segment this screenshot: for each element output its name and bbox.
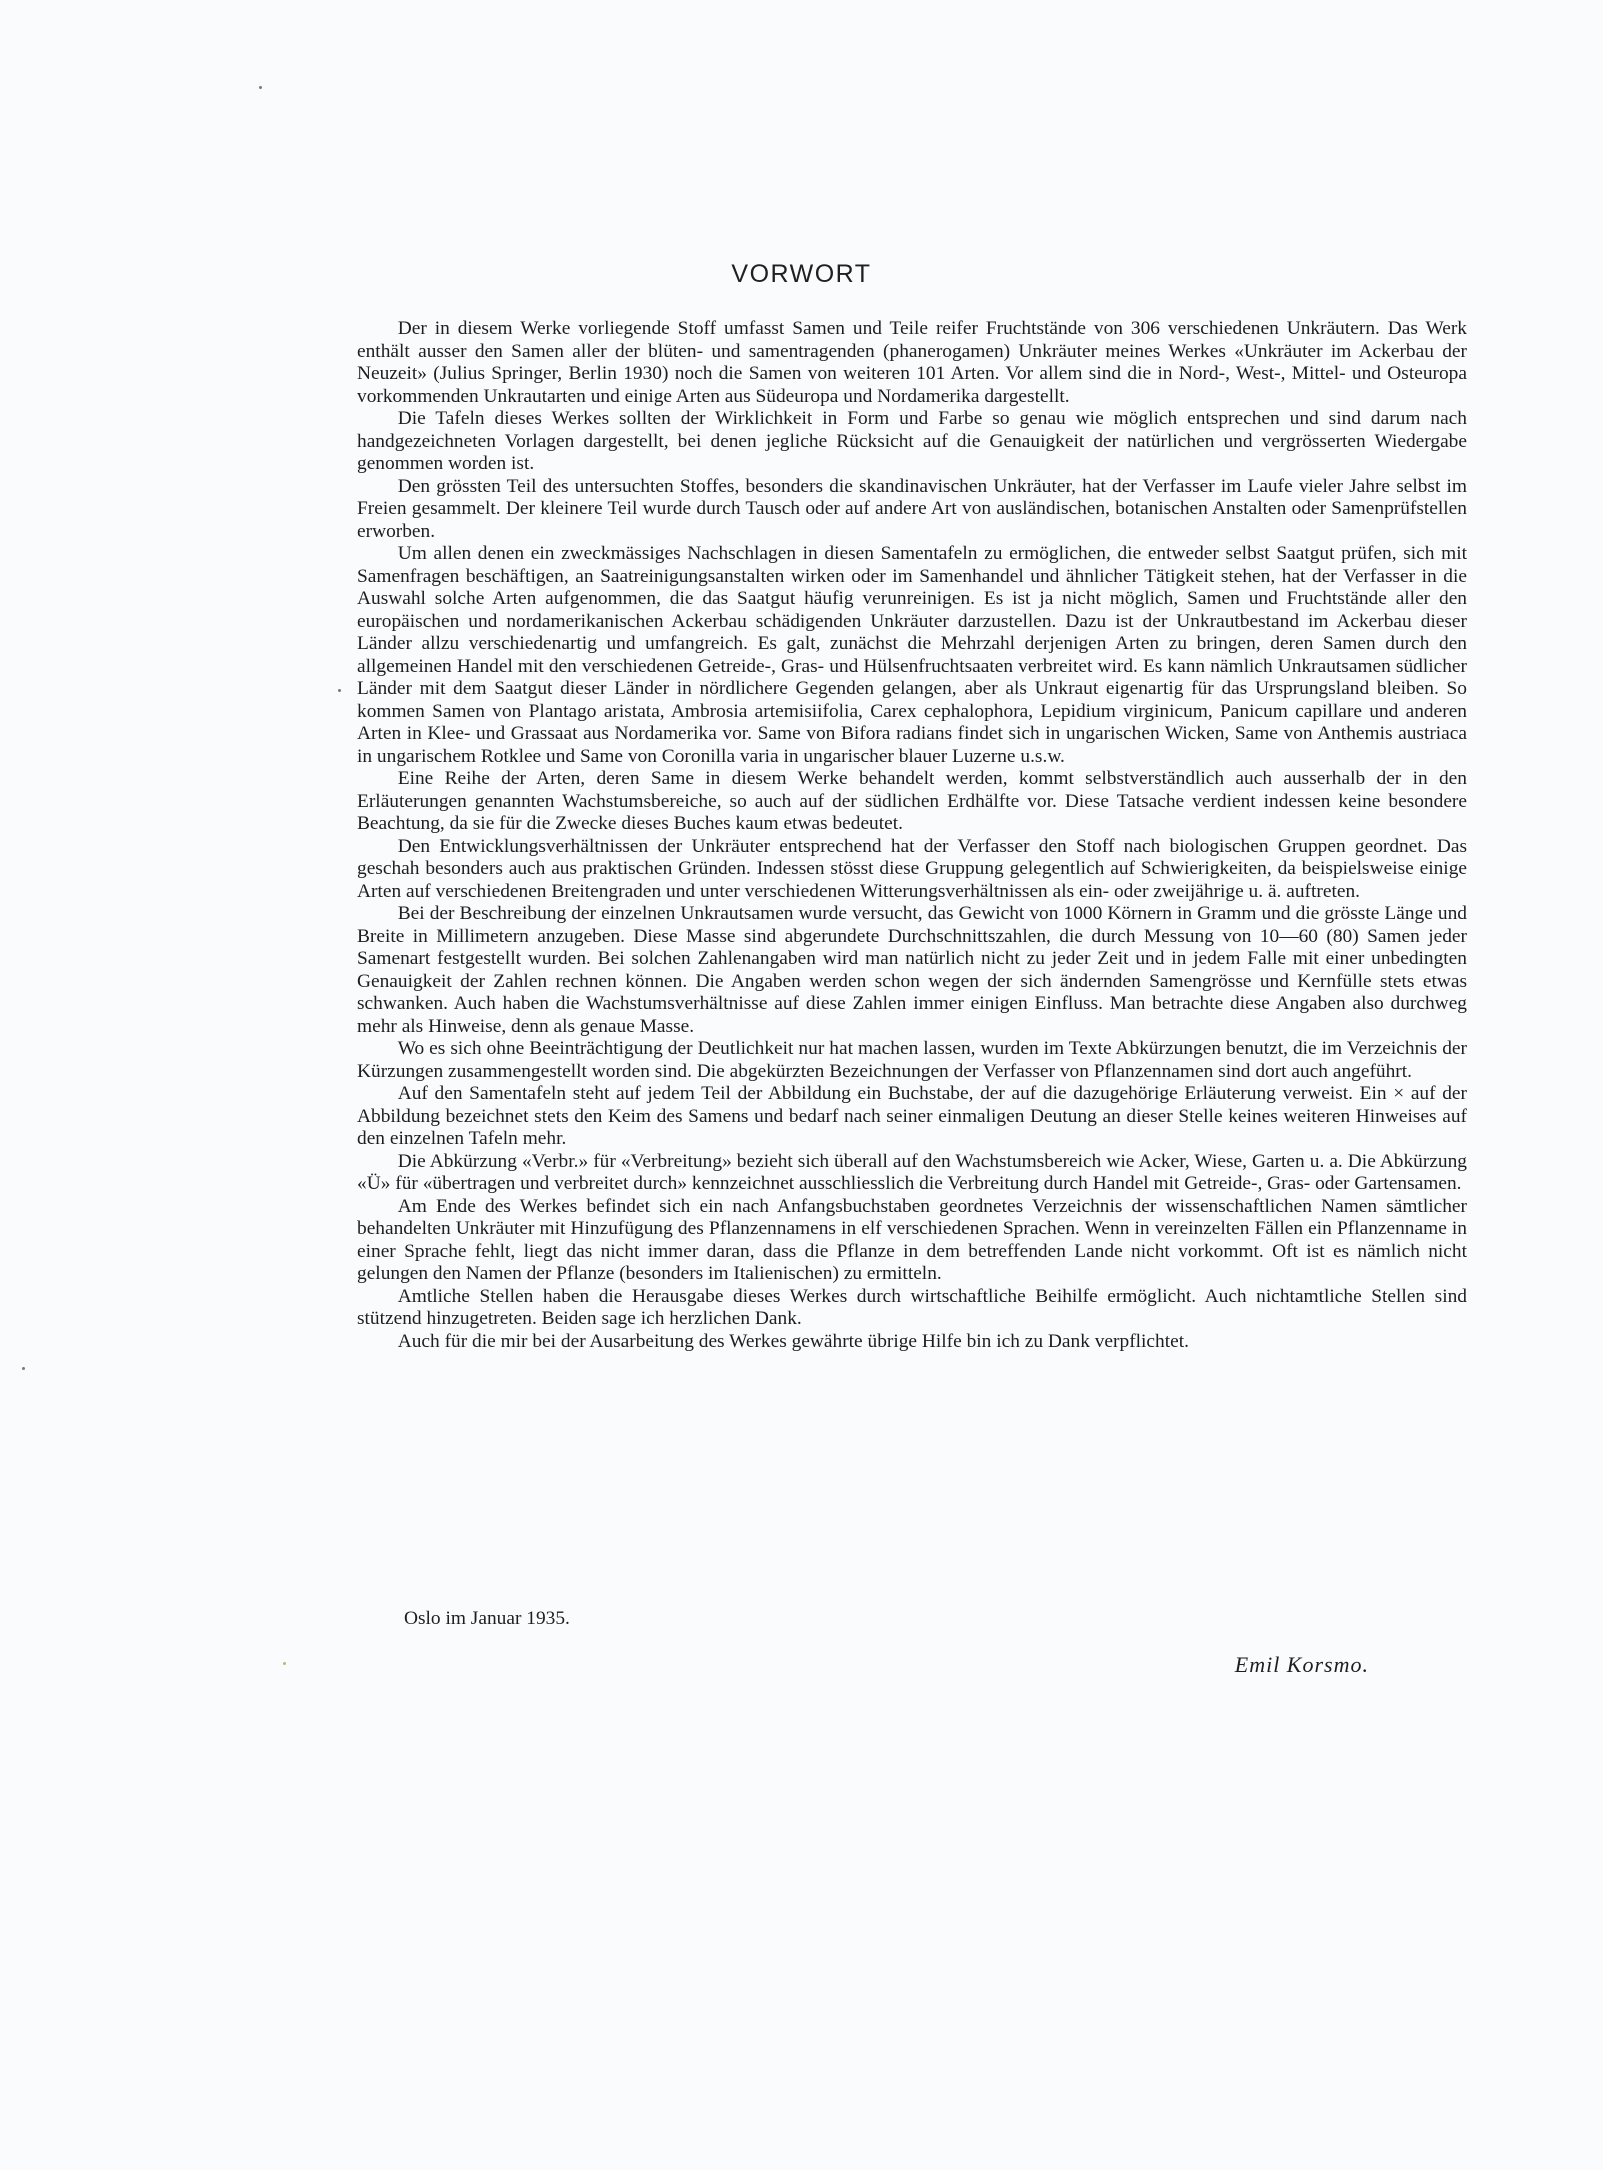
paragraph: Eine Reihe der Arten, deren Same in diesem Werke behandelt werden, kommt selbstverständlich auch ausserhalb der in den Erläuterungen genannten Wachstumsbereiche, so auch auf der südlichen Erdhälfte vor. Diese Tatsache verdient indessen keine besondere Beachtung, da sie für die Zwecke dieses Buches kaum etwas bedeutet. [357, 768, 1467, 834]
page-heading: VORWORT [731, 260, 872, 288]
paper-speck [259, 86, 262, 89]
paper-speck [283, 1662, 286, 1665]
paragraph: Bei der Beschreibung der einzelnen Unkrautsamen wurde versucht, das Gewicht von 1000 Körnern in Gramm und die grösste Länge und Breite in Millimetern anzugeben. Diese Masse sind abgerundete Durchschnittszahlen, die durch Messung von 10—60 (80) Samen jeder Samenart festgestellt wurden. Bei solchen Zahlenangaben wird man natürlich nicht zu jeder Zeit und in jedem Falle mit einer unbedingten Genauigkeit der Zahlen rechnen können. Die Angaben werden schon wegen der sich ändernden Samengrösse und Kernfülle stets etwas schwanken. Auch haben die Wachstumsverhältnisse auf diese Zahlen immer einigen Einfluss. Man betrachte diese Angaben also durchweg mehr als Hinweise, denn als genaue Masse. [357, 903, 1467, 1037]
paper-speck [22, 1367, 25, 1370]
paragraph: Wo es sich ohne Beeinträchtigung der Deutlichkeit nur hat machen lassen, wurden im Texte Abkürzungen benutzt, die im Verzeichnis der Kürzungen zusammengestellt worden sind. Die abgekürzten Bezeichnungen der Verfasser von Pflanzennamen sind dort auch angeführt. [357, 1038, 1467, 1082]
paragraph: Amtliche Stellen haben die Herausgabe dieses Werkes durch wirtschaftliche Beihilfe ermöglicht. Auch nichtamtliche Stellen sind stützend hinzugetreten. Beiden sage ich herzlichen Dank. [357, 1285, 1467, 1329]
paper-speck [338, 689, 341, 692]
paragraph: Die Abkürzung «Verbr.» für «Verbreitung» bezieht sich überall auf den Wachstumsbereich wie Acker, Wiese, Garten u. a. Die Abkürzung «Ü» für «übertragen und verbreitet durch» kennzeichnet ausschliesslich die Verbreitung durch Handel mit Getreide-, Gras- oder Gartensamen. [357, 1150, 1467, 1194]
paragraph: Um allen denen ein zweckmässiges Nachschlagen in diesen Samentafeln zu ermöglichen, die entweder selbst Saatgut prüfen, sich mit Samenfragen beschäftigen, an Saatreinigungsanstalten wirken oder im Samenhandel und ähnlicher Tätigkeit stehen, hat der Verfasser in die Auswahl solche Arten aufgenommen, die das Saatgut häufig verunreinigen. Es ist ja nicht möglich, Samen und Fruchtstände aller den europäischen und nordamerikanischen Ackerbau schädigenden Unkräuter darzustellen. Dazu ist der Unkrautbestand im Ackerbau dieser Länder allzu verschiedenartig und umfangreich. Es galt, zunächst die Mehrzahl derjenigen Arten zu bringen, deren Samen durch den allgemeinen Handel mit den verschiedenen Getreide-, Gras- und Hülsenfruchtsaaten verbreitet wird. Es kann nämlich Unkrautsamen südlicher Länder mit dem Saatgut dieser Länder in nördlichere Gegenden gelangen, aber als Unkraut eigenartig für das Ursprungsland bleiben. So kommen Samen von Plantago aristata, Ambrosia artemisiifolia, Carex cephalophora, Lepidium virginicum, Panicum capillare und anderen Arten in Klee- und Grassaat aus Nordamerika vor. Same von Bifora radians findet sich in ungarischen Wicken, Same von Anthemis austriaca in ungarischem Rotklee und Same von Coronilla varia in ungarischer blauer Luzerne u.s.w. [357, 543, 1467, 767]
author-signature: Emil Korsmo. [1234, 1652, 1369, 1677]
paragraph: Am Ende des Werkes befindet sich ein nach Anfangsbuchstaben geordnetes Verzeichnis der wissenschaftlichen Namen sämtlicher behandelten Unkräuter mit Hinzufügung des Pflanzennamens in elf verschiedenen Sprachen. Wenn in vereinzelten Fällen ein Pflanzenname in einer Sprache fehlt, liegt das nicht immer daran, dass die Pflanze in dem betreffenden Lande nicht vorkommt. Oft ist es nämlich nicht gelungen den Namen der Pflanze (besonders im Italienischen) zu ermitteln. [357, 1195, 1467, 1284]
paragraph: Der in diesem Werke vorliegende Stoff umfasst Samen und Teile reifer Fruchtstände von 306 verschiedenen Unkräutern. Das Werk enthält ausser den Samen aller der blüten- und samentragenden (phanerogamen) Unkräuter meines Werkes «Unkräuter im Ackerbau der Neuzeit» (Julius Springer, Berlin 1930) noch die Samen von weiteren 101 Arten. Vor allem sind die in Nord-, West-, Mittel- und Osteuropa vorkommenden Unkrautarten und einige Arten aus Südeuropa und Nordamerika dargestellt. [357, 318, 1467, 407]
paragraph: Den Entwicklungsverhältnissen der Unkräuter entsprechend hat der Verfasser den Stoff nach biologischen Gruppen geordnet. Das geschah besonders auch aus praktischen Gründen. Indessen stösst diese Gruppung gelegentlich auf Schwierigkeiten, da beispielsweise einige Arten auf verschiedenen Breitengraden und unter verschiedenen Witterungsverhältnissen als ein- oder zweijährige u. ä. auftreten. [357, 835, 1467, 902]
preface-body [357, 318, 1467, 1353]
paragraph: Auf den Samentafeln steht auf jedem Teil der Abbildung ein Buchstabe, der auf die dazugehörige Erläuterung verweist. Ein × auf der Abbildung bezeichnet stets den Keim des Samens und bedarf nach seiner einmaligen Deutung an dieser Stelle keines weiteren Hinweises auf den einzelnen Tafeln mehr. [357, 1083, 1467, 1149]
paragraph: Auch für die mir bei der Ausarbeitung des Werkes gewährte übrige Hilfe bin ich zu Dank verpflichtet. [397, 1330, 1189, 1352]
paragraph: Die Tafeln dieses Werkes sollten der Wirklichkeit in Form und Farbe so genau wie möglich entsprechen und sind darum nach handgezeichneten Vorlagen dargestellt, bei denen jegliche Rücksicht auf die Genauigkeit der natürlichen und vergrösserten Wiedergabe genommen worden ist. [357, 408, 1467, 474]
place-and-date: Oslo im Januar 1935. [404, 1608, 570, 1629]
paragraph: Den grössten Teil des untersuchten Stoffes, besonders die skandinavischen Unkräuter, hat der Verfasser im Laufe vieler Jahre selbst im Freien gesammelt. Der kleinere Teil wurde durch Tausch oder auf andere Art von ausländischen, botanischen Anstalten oder Samenprüfstellen erworben. [357, 475, 1467, 542]
